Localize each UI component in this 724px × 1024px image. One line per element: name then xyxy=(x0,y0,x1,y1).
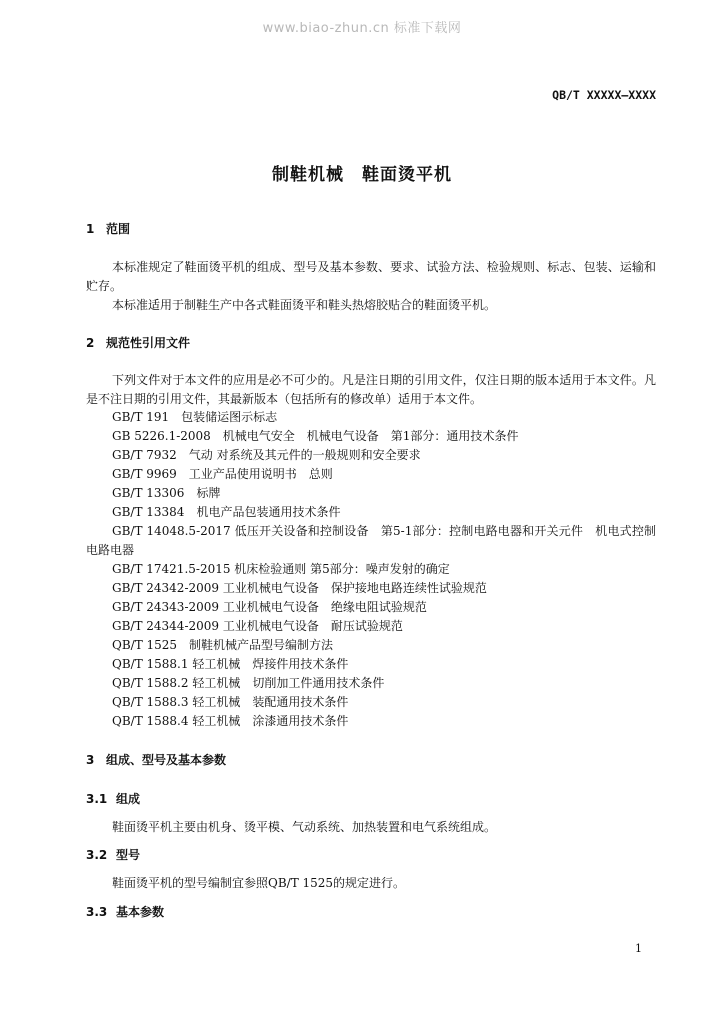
section-3-2-heading xyxy=(86,846,140,863)
section-title: 组成 xyxy=(116,792,141,806)
section-title: 型号 xyxy=(116,848,141,862)
section-title: 基本参数 xyxy=(116,905,165,919)
section-number: 3 xyxy=(86,753,95,767)
section-1-paragraph-2: 本标准适用于制鞋生产中各式鞋面烫平和鞋头热熔胶贴合的鞋面烫平机。 xyxy=(112,298,497,312)
reference-item: GB/T 9969 工业产品使用说明书 总则 xyxy=(112,467,333,481)
reference-item: QB/T 1588.3 轻工机械 装配通用技术条件 xyxy=(112,695,349,709)
page-number: 1 xyxy=(635,942,642,955)
watermark: www.biao-zhun.cn 标准下载网 xyxy=(262,21,462,36)
reference-item: QB/T 1588.1 轻工机械 焊接件用技术条件 xyxy=(112,657,349,671)
reference-item: GB/T 24343-2009 工业机械电气设备 绝缘电阻试验规范 xyxy=(112,600,427,614)
document-number: QB/T XXXXX—XXXX xyxy=(552,88,656,102)
section-1-heading xyxy=(86,220,130,237)
section-number: 3.2 xyxy=(86,848,108,862)
document-title: 制鞋机械 鞋面烫平机 xyxy=(272,165,452,185)
section-3-1-text: 鞋面烫平机主要由机身、烫平模、气动系统、加热装置和电气系统组成。 xyxy=(112,820,497,834)
section-number: 2 xyxy=(86,336,95,350)
reference-item: GB/T 7932 气动 对系统及其元件的一般规则和安全要求 xyxy=(112,448,421,462)
section-title: 范围 xyxy=(106,222,131,236)
reference-item: GB/T 13384 机电产品包装通用技术条件 xyxy=(112,505,341,519)
section-2-heading xyxy=(86,334,190,351)
reference-item: GB/T 24342-2009 工业机械电气设备 保护接地电路连续性试验规范 xyxy=(112,581,487,595)
reference-item: QB/T 1588.4 轻工机械 涂漆通用技术条件 xyxy=(112,714,349,728)
reference-item: GB 5226.1-2008 机械电气安全 机械电气设备 第1部分：通用技术条件 xyxy=(112,429,519,443)
reference-item: QB/T 1525 制鞋机械产品型号编制方法 xyxy=(112,638,334,652)
section-3-1-heading xyxy=(86,790,140,807)
reference-item: GB/T 14048.5-2017 低压开关设备和控制设备 第5-1部分：控制电路电器和开关元件 机电式控制电路电器 xyxy=(86,524,656,557)
section-3-3-heading xyxy=(86,903,164,920)
section-title: 组成、型号及基本参数 xyxy=(106,753,227,767)
section-3-2-text: 鞋面烫平机的型号编制宜参照QB/T 1525的规定进行。 xyxy=(112,876,406,890)
reference-item: GB/T 13306 标牌 xyxy=(112,486,221,500)
reference-item: GB/T 17421.5-2015 机床检验通则 第5部分：噪声发射的确定 xyxy=(112,562,450,576)
section-number: 3.3 xyxy=(86,905,108,919)
section-1-paragraph-1: 本标准规定了鞋面烫平机的组成、型号及基本参数、要求、试验方法、检验规则、标志、包装、运输和贮存。 xyxy=(86,260,656,293)
section-number: 3.1 xyxy=(86,792,108,806)
reference-item: GB/T 24344-2009 工业机械电气设备 耐压试验规范 xyxy=(112,619,403,633)
reference-item: QB/T 1588.2 轻工机械 切削加工件通用技术条件 xyxy=(112,676,385,690)
section-number: 1 xyxy=(86,222,95,236)
reference-item: GB/T 191 包装储运图示标志 xyxy=(112,410,278,424)
section-3-heading xyxy=(86,751,226,768)
section-2-intro: 下列文件对于本文件的应用是必不可少的。凡是注日期的引用文件，仅注日期的版本适用于本文件。凡是不注日期的引用文件，其最新版本（包括所有的修改单）适用于本文件。 xyxy=(86,373,656,406)
section-title: 规范性引用文件 xyxy=(106,336,191,350)
